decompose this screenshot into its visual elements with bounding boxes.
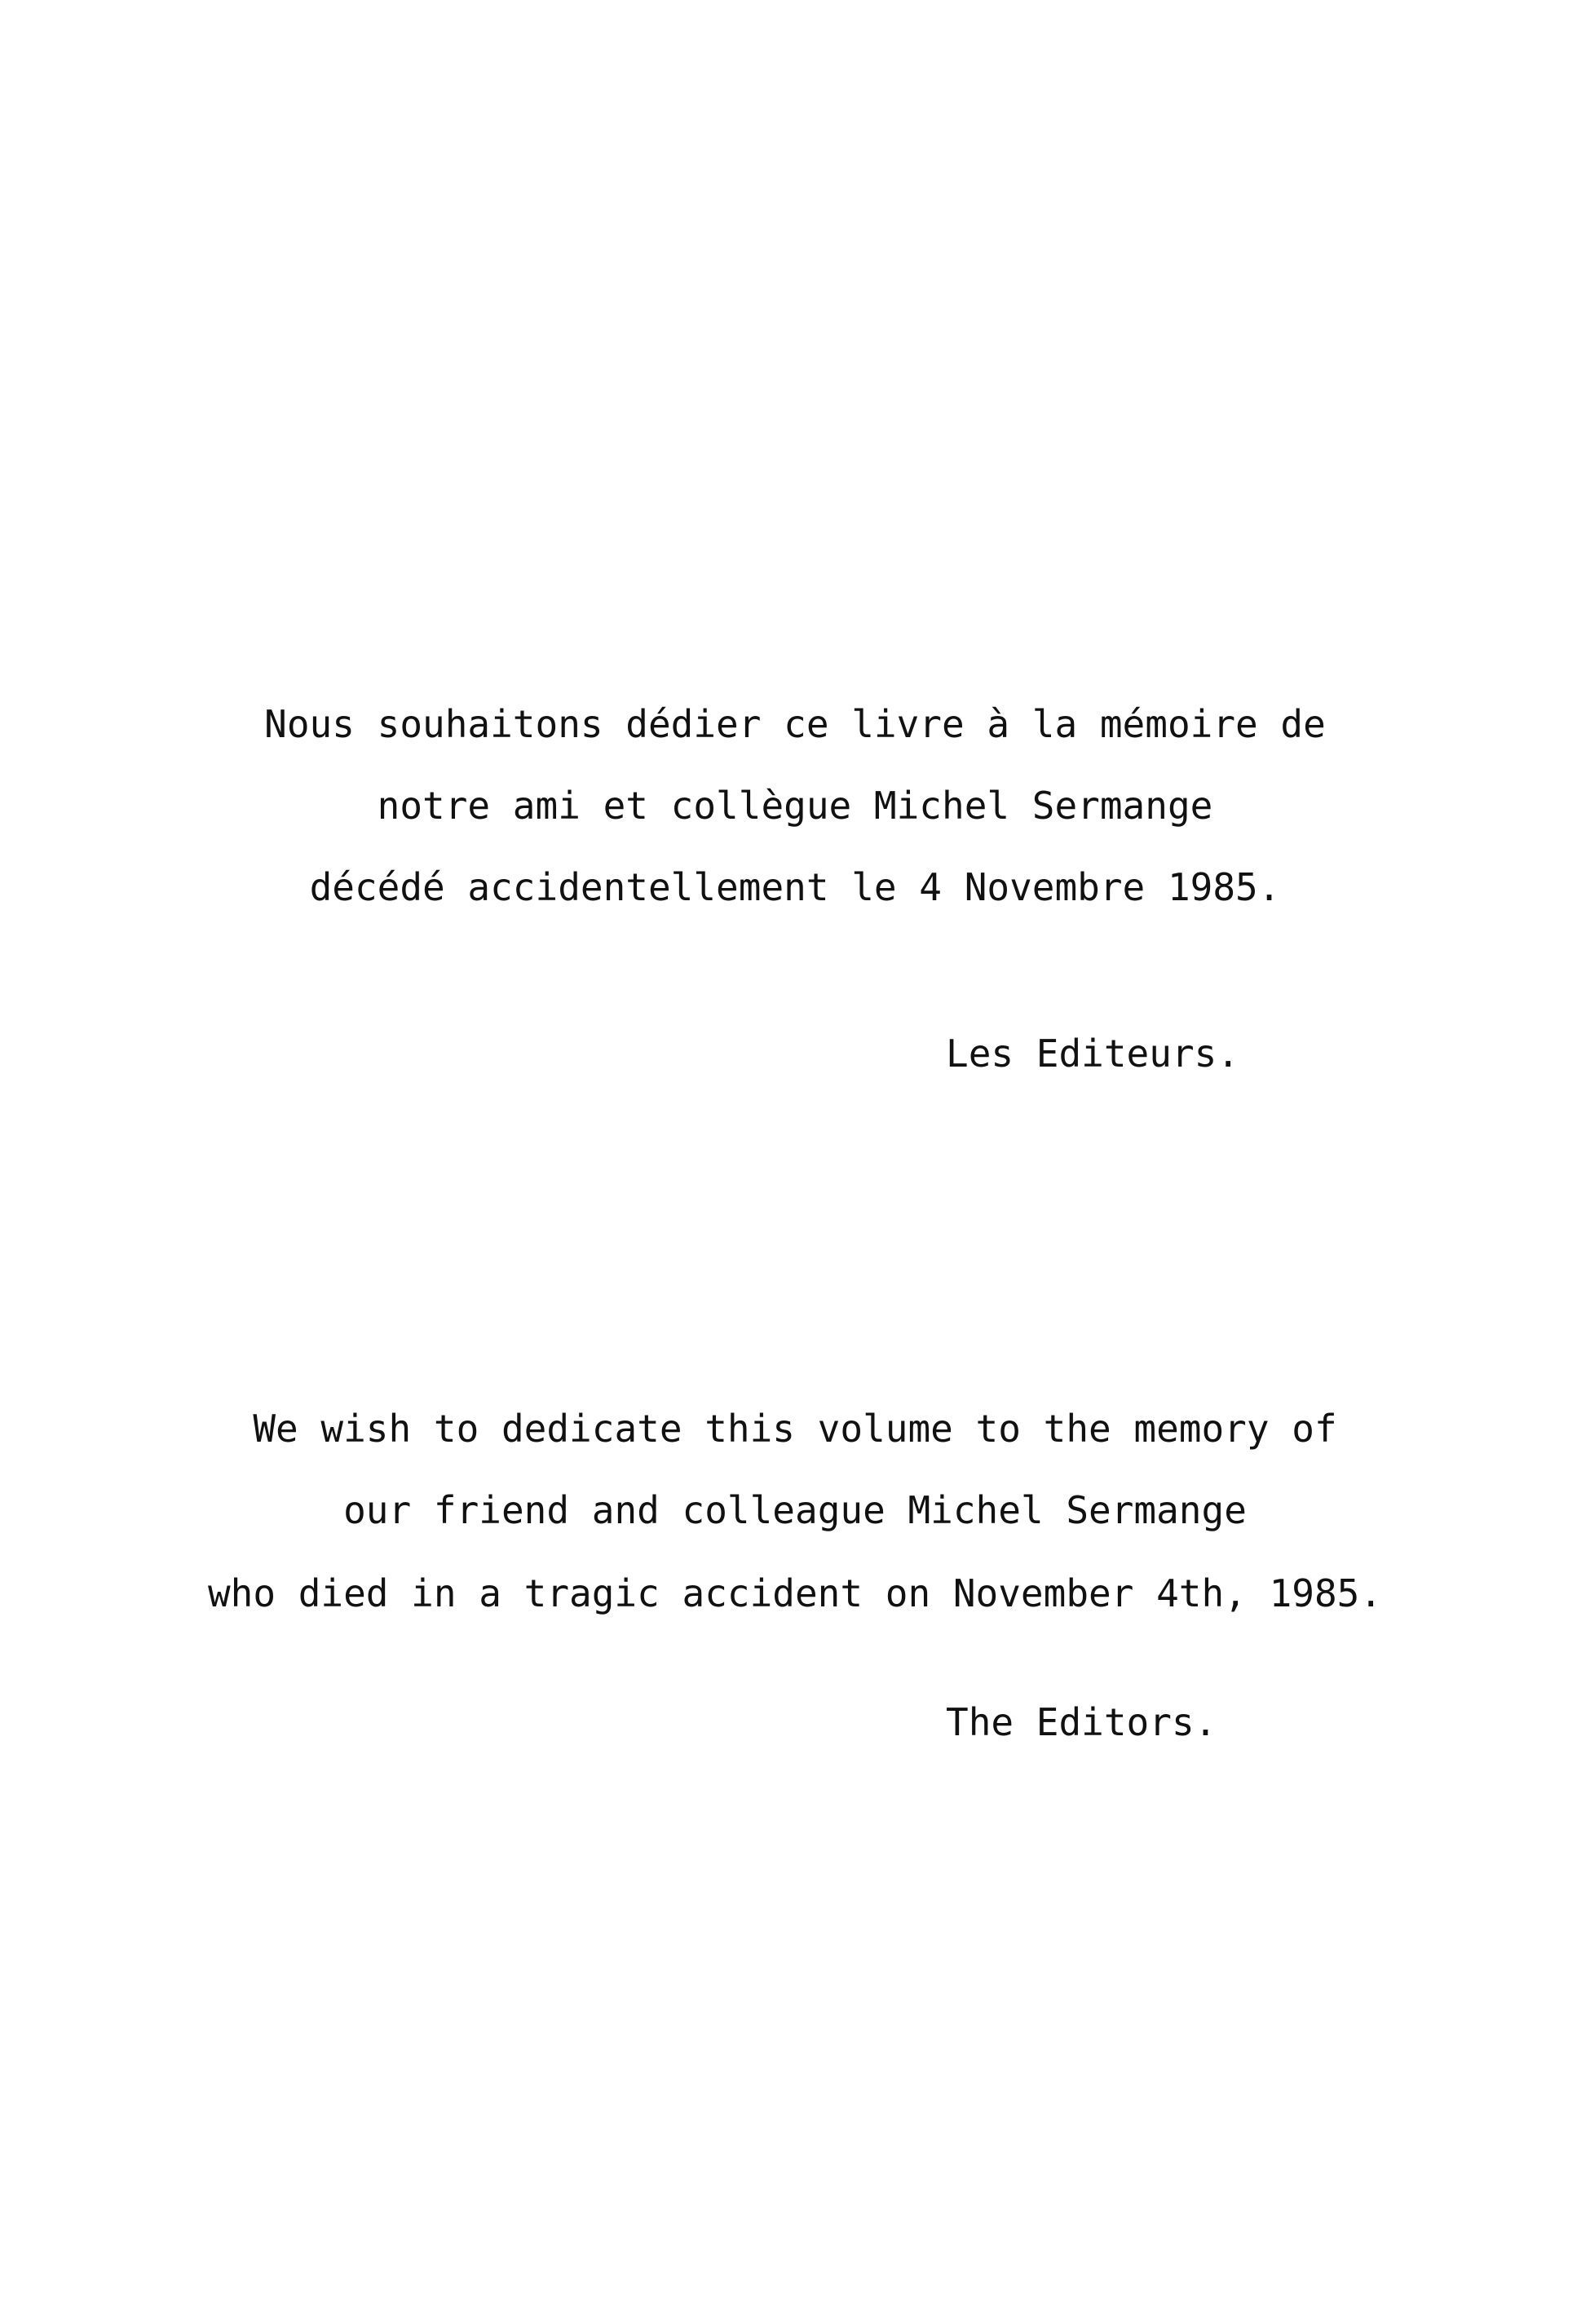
english-line-2: our friend and colleague Michel Sermange <box>343 1488 1247 1532</box>
french-line-1: Nous souhaitons dédier ce livre à la mémoire de <box>264 702 1326 746</box>
french-signature: Les Editeurs. <box>946 1032 1240 1076</box>
french-line-3: décédé accidentellement le 4 Novembre 1985. <box>309 865 1281 909</box>
french-line-2: notre ami et collègue Michel Sermange <box>377 784 1213 828</box>
english-line-1: We wish to dedicate this volume to the memory of <box>253 1407 1337 1451</box>
english-signature: The Editors. <box>946 1700 1217 1744</box>
english-line-3: who died in a tragic accident on November 4th, 1985. <box>207 1571 1383 1615</box>
